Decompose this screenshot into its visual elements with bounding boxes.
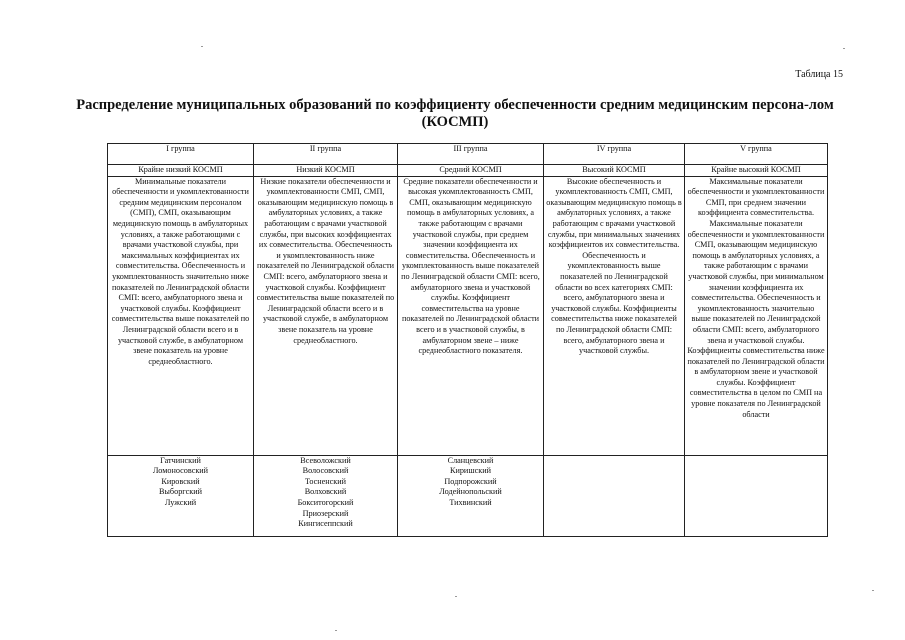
municipality-list: [254, 455, 398, 536]
level-label: Низкий КОСМП: [254, 165, 398, 177]
municipality-list: [398, 455, 544, 536]
municipality-name: Тихвинский: [449, 497, 492, 507]
municipality-name: Сланцевский: [447, 455, 494, 465]
group-header-row: [108, 144, 828, 165]
group-description: Высокие обеспеченность и укомплектованность СМП, СМП, оказывающим медицинскую помощь в амбулаторных условиях, а также работающим с врачами участковой службы, при минимальных значениях коэффициентов их совместительства. Обеспеченность и укомплектованность выше показателей по Ленинградской области во всех категориях СМП: всего, амбулаторного звена и участковой службы. Коэффициенты совместительства ниже показателей по Ленинградской области СМП: всего, амбулаторного звена и участковой службы.: [544, 176, 685, 455]
municipality-name: Бокситогорский: [297, 497, 354, 507]
description-row: [108, 176, 828, 455]
group-label: III группа: [398, 144, 544, 165]
municipality-name: Киришский: [450, 466, 491, 476]
municipality-name: Кировский: [161, 476, 200, 486]
group-description: Максимальные показатели обеспеченности и укомплектованности СМП, при среднем значении коэффициента совместительства. Максимальные показатели обеспеченности и укомплектованности СМП, оказывающим медицинскую помощь в амбулаторных условиях, а также работающим с врачами участковой службы, при минимальном значении коэффициента их совместительства. Обеспеченность и укомплектованность значительно выше показателей по Ленинградской области СМП: всего, амбулаторного звена и участковой службы. Коэффициенты совместительства ниже показателей по Ленинградской области в амбулаторном звене и участковой службы. Коэффициент совместительства в целом по СМП на уровне показателя по Ленинградской области: [685, 176, 828, 455]
scan-speck: [843, 48, 845, 49]
municipality-name: Тосненский: [304, 476, 347, 486]
municipality-list: [544, 455, 685, 536]
municipality-name: Волосовский: [302, 466, 349, 476]
scan-speck: [335, 630, 337, 631]
municipalities-row: [108, 455, 828, 536]
scan-speck: [201, 46, 203, 47]
municipality-name: Лужский: [164, 497, 197, 507]
municipality-name: Кингисеппский: [298, 519, 353, 529]
scan-speck: [455, 596, 457, 597]
municipality-name: Всеволожский: [300, 455, 351, 465]
level-label: Высокий КОСМП: [544, 165, 685, 177]
municipality-name: Гатчинский: [160, 455, 201, 465]
level-label: Крайне высокий КОСМП: [685, 165, 828, 177]
municipality-name: Выборгский: [158, 487, 203, 497]
level-header-row: [108, 165, 828, 177]
group-label: V группа: [685, 144, 828, 165]
municipality-list: [108, 455, 254, 536]
municipality-name: Ломоносовский: [152, 466, 209, 476]
municipality-name: Лодейнопольский: [439, 487, 502, 497]
level-label: Крайне низкий КОСМП: [108, 165, 254, 177]
document-title: Распределение муниципальных образований по коэффициенту обеспеченности средним медицинским персона-лом (КОСМП): [76, 97, 834, 130]
groups-table: [107, 143, 828, 537]
group-description: Средние показатели обеспеченности и высокая укомплектованность СМП, СМП, оказывающим медицинскую помощь в амбулаторных условиях, а также работающим с врачами участковой службы, при среднем значении коэффициента их совместительства. Обеспеченность и укомплектованность выше показателей по Ленинградской области СМП: всего, амбулаторного звена и участковой службы. Коэффициент совместительства на уровне показателей по Ленинградской области всего и в участковой службы, в амбулаторном звене – ниже среднеобластного показателя.: [398, 176, 544, 455]
municipality-name: Волховский: [304, 487, 347, 497]
group-description: Минимальные показатели обеспеченности и укомплектованности средним медицинским персоналом (СМП), СМП, оказывающим медицинскую помощь в амбулаторных условиях, а также работающими с врачами участковой службы, при максимальных коэффициентах их совместительства. Обеспеченность и укомплектованность значительно ниже показателей по Ленинградской области СМП: всего, амбулаторного звена и участковой службы. Коэффициент совместительства выше показателей по Ленинградской области всего и в участковой службе, в амбулаторном звене показатель на уровне среднеобластного.: [108, 176, 254, 455]
group-label: I группа: [108, 144, 254, 165]
municipality-list: [685, 455, 828, 536]
group-label: IV группа: [544, 144, 685, 165]
table-number: Таблица 15: [795, 69, 843, 80]
level-label: Средний КОСМП: [398, 165, 544, 177]
municipality-name: Подпорожский: [444, 476, 497, 486]
scan-speck: [872, 590, 874, 591]
municipality-name: Приозерский: [302, 508, 349, 518]
group-label: II группа: [254, 144, 398, 165]
group-description: Низкие показатели обеспеченности и укомплектованности СМП, СМП, оказывающим медицинскую помощь в амбулаторных условиях, а также работающим с врачами участковой службы, при высоких коэффициентах их совместительства. Обеспеченность и укомплектованность ниже показателей по Ленинградской области СМП: всего, амбулаторного звена и участковой службы. Коэффициент совместительства выше показателей по Ленинградской области всего и в участковой службе, в амбулаторном звене показатель на уровне среднеобластного.: [254, 176, 398, 455]
